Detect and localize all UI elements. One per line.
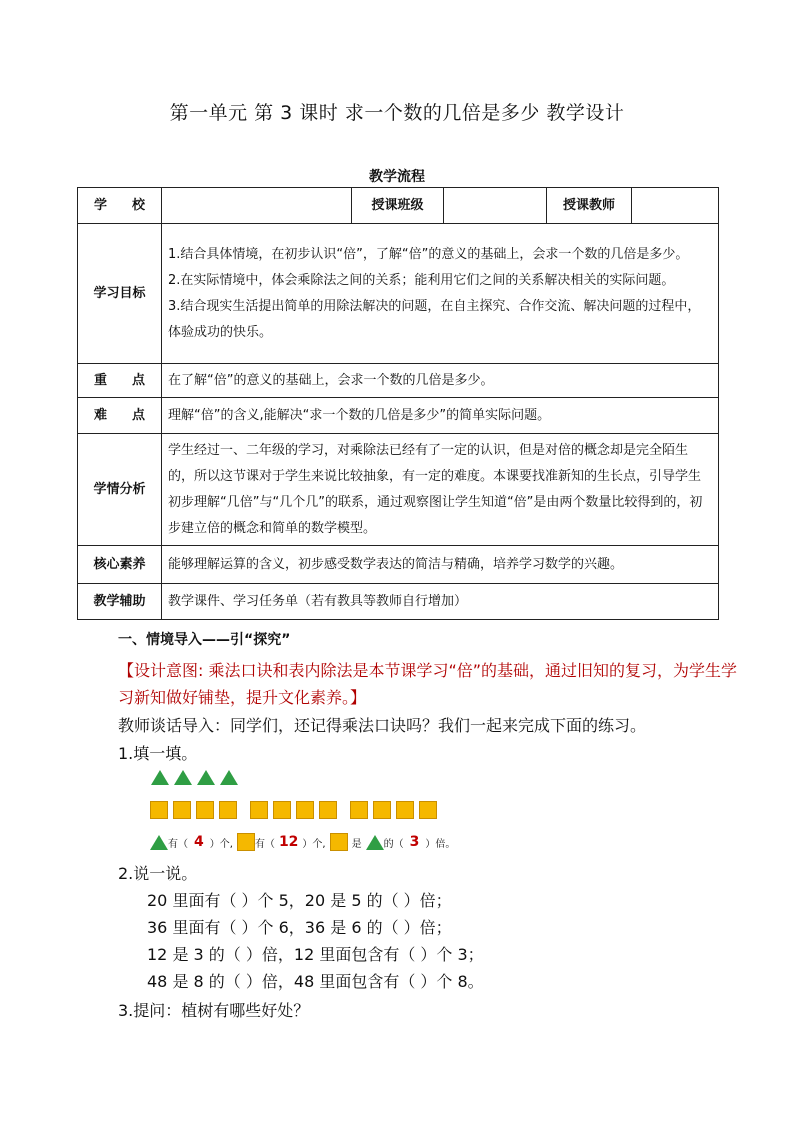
difficult-point-label: 难 点 <box>78 398 162 434</box>
square-icon <box>396 801 414 819</box>
analysis-label: 学情分析 <box>78 434 162 546</box>
goal-1: 1.结合具体情境，在初步认识“倍”，了解“倍”的意义的基础上，会求一个数的几倍是多少。 <box>168 246 689 262</box>
key-point-text: 在了解“倍”的意义的基础上，会求一个数的几倍是多少。 <box>162 364 719 398</box>
square-icon <box>173 801 191 819</box>
teaching-aids-text: 教学课件、学习任务单（若有教具等教师自行增加） <box>162 584 719 620</box>
table-caption: 教学流程 <box>369 169 425 185</box>
triangle-icon <box>151 770 169 785</box>
triangle-row <box>151 770 238 789</box>
triangle-icon <box>197 770 215 785</box>
document-title: 第一单元 第 3 课时 求一个数的几倍是多少 教学设计 <box>169 102 625 124</box>
goal-2: 2.在实际情境中，体会乘除法之间的关系；能利用它们之间的关系解决相关的实际问题。 <box>168 272 675 288</box>
square-icon <box>150 801 168 819</box>
square-icon <box>419 801 437 819</box>
key-point-label: 重 点 <box>78 364 162 398</box>
square-icon <box>250 801 268 819</box>
class-value <box>444 188 547 224</box>
triangle-icon <box>366 835 384 850</box>
school-value <box>162 188 352 224</box>
exercise-item-4: 48 是 8 的（ ）倍，48 里面包含有（ ）个 8。 <box>147 972 484 991</box>
school-label: 学 校 <box>78 188 162 224</box>
exercise-item-2: 36 里面有（ ）个 6，36 是 6 的（ ）倍； <box>147 918 452 937</box>
triangle-icon <box>174 770 192 785</box>
design-intent-line-2: 习新知做好铺垫，提升文化素养。】 <box>118 688 367 707</box>
goals-content <box>162 224 719 364</box>
teacher-intro: 教师谈话导入：同学们，还记得乘法口诀吗？我们一起来完成下面的练习。 <box>118 716 647 735</box>
question-2: 2.说一说。 <box>118 864 198 883</box>
goal-3: 3.结合现实生活提出简单的用除法解决的问题，在自主探究、合作交流、解决问题的过程中，体验成功的快乐。 <box>168 298 701 340</box>
square-icon <box>196 801 214 819</box>
figure-answer-line: 有（ 4 ）个, 有（ 12 ）个, 是 的（ 3 ）倍。 <box>150 833 455 851</box>
teaching-aids-label: 教学辅助 <box>78 584 162 620</box>
square-icon <box>319 801 337 819</box>
core-literacy-label: 核心素养 <box>78 546 162 584</box>
square-icon <box>330 833 348 851</box>
question-1: 1.填一填。 <box>118 744 198 763</box>
lesson-info-table <box>77 187 719 620</box>
answer-square-count: 12 <box>278 834 299 850</box>
analysis-text: 学生经过一、二年级的学习，对乘除法已经有了一定的认识，但是对倍的概念却是完全陌生的，所以这节课对于学生来说比较抽象，有一定的难度。本课要找准新知的生长点，引导学生初步理解“几倍”与“几个几”的联系，通过观察图让学生知道“倍”是由两个数量比较得到的，初步建立倍的概念和简单的数学模型。 <box>162 434 719 546</box>
square-icon <box>373 801 391 819</box>
exercise-item-1: 20 里面有（ ）个 5，20 是 5 的（ ）倍； <box>147 891 452 910</box>
goals-label: 学习目标 <box>78 224 162 364</box>
question-3: 3.提问：植树有哪些好处？ <box>118 1001 310 1020</box>
square-icon <box>273 801 291 819</box>
design-intent-line-1: 【设计意图: 乘法口诀和表内除法是本节课学习“倍”的基础，通过旧知的复习，为学生学 <box>118 661 738 680</box>
teacher-label: 授课教师 <box>547 188 632 224</box>
answer-times: 3 <box>409 834 420 850</box>
triangle-icon <box>150 835 168 850</box>
core-literacy-text: 能够理解运算的含义，初步感受数学表达的简洁与精确，培养学习数学的兴趣。 <box>162 546 719 584</box>
square-icon <box>350 801 368 819</box>
answer-triangle-count: 4 <box>194 834 204 850</box>
square-row <box>150 801 437 823</box>
teacher-value <box>632 188 719 224</box>
class-label: 授课班级 <box>352 188 444 224</box>
difficult-point-text: 理解“倍”的含义,能解决“求一个数的几倍是多少”的简单实际问题。 <box>162 398 719 434</box>
section-heading: 一、情境导入——引“探究” <box>118 632 291 648</box>
square-icon <box>237 833 255 851</box>
triangle-icon <box>220 770 238 785</box>
exercise-item-3: 12 是 3 的（ ）倍，12 里面包含有（ ）个 3； <box>147 945 484 964</box>
square-icon <box>296 801 314 819</box>
square-icon <box>219 801 237 819</box>
